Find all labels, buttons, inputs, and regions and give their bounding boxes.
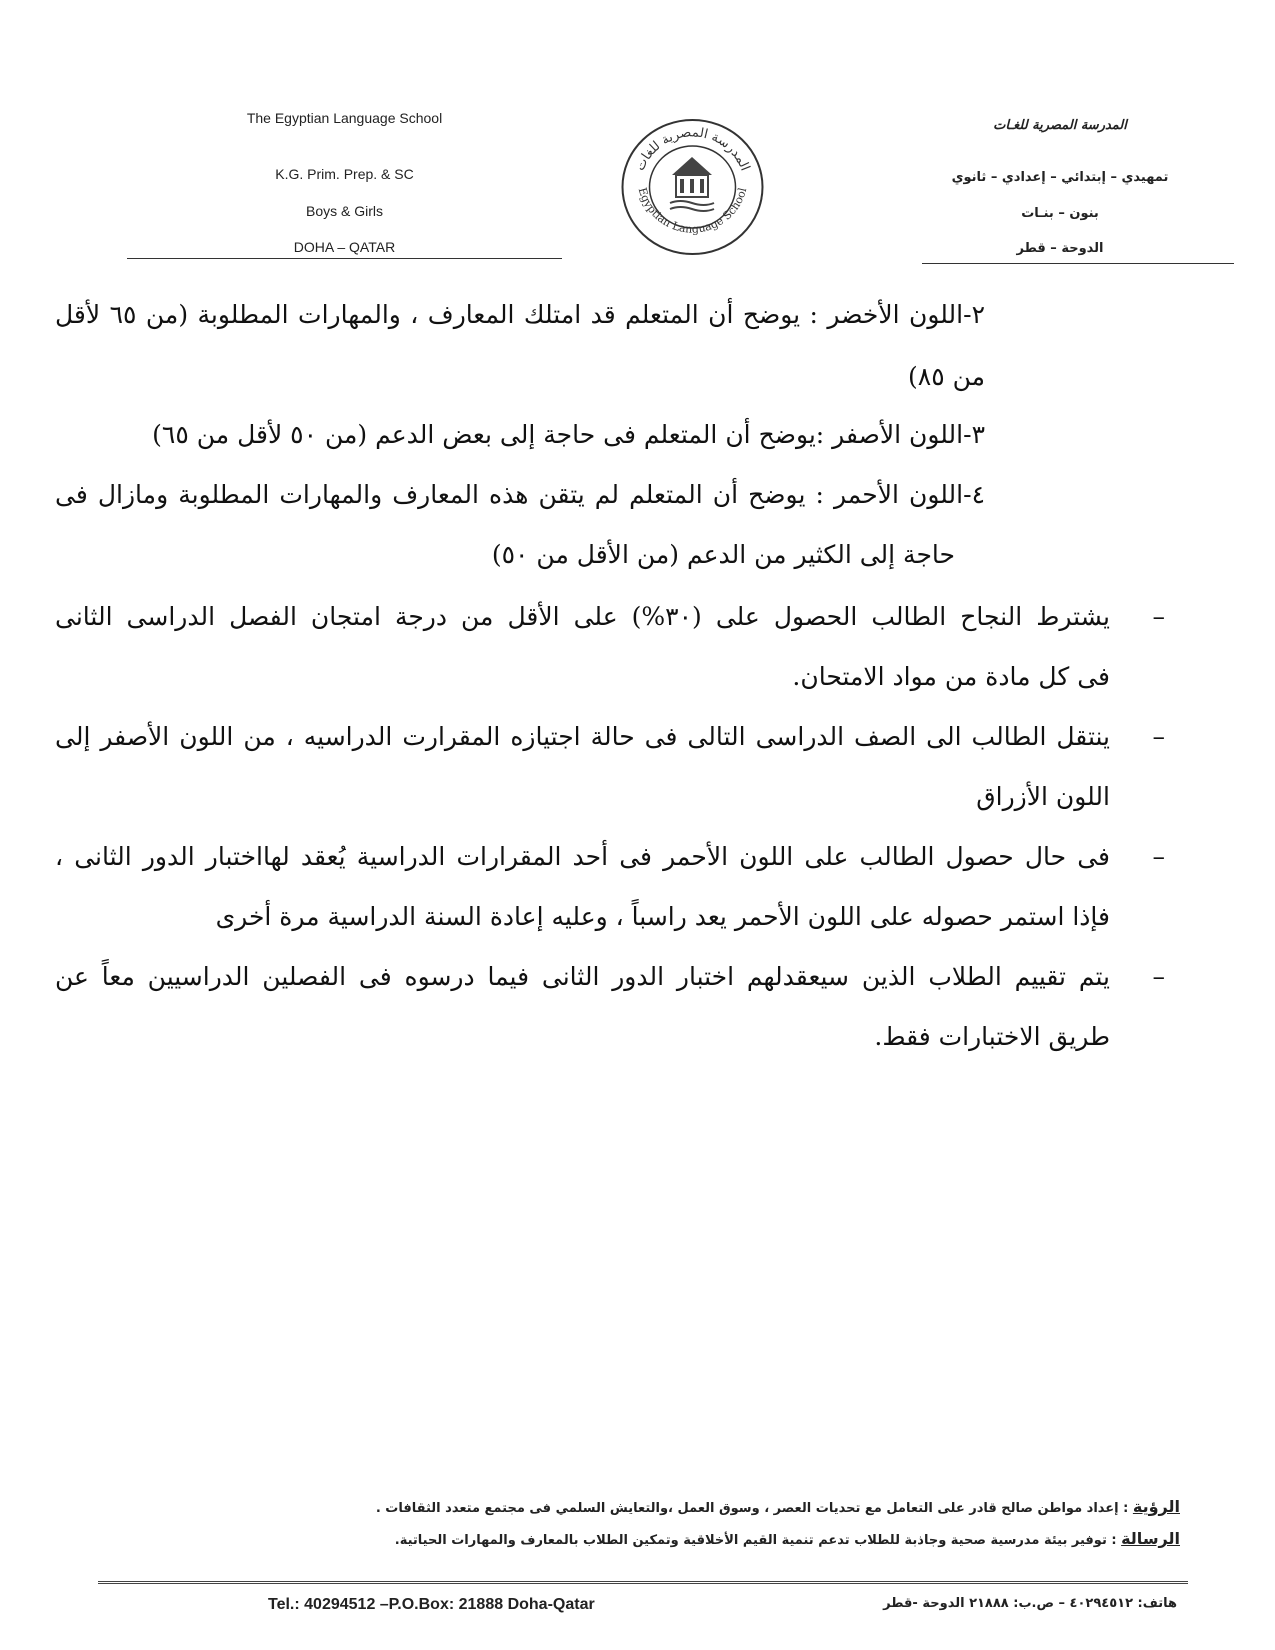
mission-statement: [300, 1529, 1180, 1548]
school-location-arabic: الدوحة – قطر: [1016, 241, 1104, 256]
school-name-arabic: المدرسة المصرية للغـات: [993, 118, 1127, 133]
school-name-english: The Egyptian Language School: [246, 110, 443, 126]
mission-label: الرسالة: [1121, 1529, 1180, 1548]
mission-text: : توفير بيئة مدرسية صحية وجاذبة للطلاب تدعم تنمية القيم الأخلاقية وتمكين الطلاب بالمعارف والمهارات الحياتية.: [394, 1533, 1117, 1548]
footer-divider: [98, 1581, 1188, 1584]
bullet1-line2: فى كل مادة من مواد الامتحان.: [792, 662, 1110, 691]
contact-english: Tel.: 40294512 –P.O.Box: 21888 Doha-Qatar: [268, 1596, 595, 1613]
bullet2-line1: ينتقل الطالب الى الصف الدراسى التالى فى حالة اجتيازه المقرارت الدراسيه ، من اللون الأصفر إلى: [55, 722, 1110, 751]
item2-line1: ٢-اللون الأخضر : يوضح أن المتعلم قد امتلك المعارف ، والمهارات المطلوبة (من ٦٥ لأقل: [55, 300, 985, 329]
vision-label: الرؤية: [1132, 1497, 1180, 1516]
vision-statement: [300, 1497, 1180, 1516]
bullet-marker: –: [1152, 842, 1165, 871]
bullet-marker: –: [1152, 602, 1165, 631]
header-divider-left: [127, 258, 562, 259]
bullet4-line2: طريق الاختبارات فقط.: [874, 1022, 1110, 1051]
item4-line2: حاجة إلى الكثير من الدعم (من الأقل من ٥٠): [491, 540, 955, 569]
school-levels-english: K.G. Prim. Prep. & SC: [275, 166, 414, 182]
vision-text: : إعداد مواطن صالح قادر على التعامل مع تحديات العصر ، وسوق العمل ،والتعايش السلمي فى مجتمع متعدد الثقافات .: [375, 1501, 1129, 1516]
bullet2-line2: اللون الأزراق: [976, 782, 1110, 811]
contact-arabic: هاتف: ٤٠٢٩٤٥١٢ – ص.ب: ٢١٨٨٨ الدوحة -قطر: [883, 1596, 1177, 1611]
school-gender-english: Boys & Girls: [305, 203, 383, 219]
bullet3-line1: فى حال حصول الطالب على اللون الأحمر فى أحد المقرارات الدراسية يُعقد لهااختبار الدور الثانى ،: [55, 842, 1110, 871]
bullet-marker: –: [1152, 962, 1165, 991]
bullet3-line2: فإذا استمر حصوله على اللون الأحمر يعد راسباً ، وعليه إعادة السنة الدراسية مرة أخرى: [215, 902, 1110, 931]
school-seal-logo: [620, 117, 765, 257]
item4-line1: ٤-اللون الأحمر : يوضح أن المتعلم لم يتقن هذه المعارف والمهارات المطلوبة ومازال فى: [55, 480, 985, 509]
seal-arabic-text: المدرسة المصرية للغات: [632, 125, 753, 174]
bullet4-line1: يتم تقييم الطلاب الذين سيعقدلهم اختبار الدور الثانى فيما درسوه فى الفصلين الدراسيين معاً عن: [55, 962, 1110, 991]
item3-line1: ٣-اللون الأصفر :يوضح أن المتعلم فى حاجة إلى بعض الدعم (من ٥٠ لأقل من ٦٥): [152, 420, 985, 449]
school-levels-arabic: تمهيدي – إبتدائي – إعدادي – ثانوي: [951, 170, 1169, 185]
school-location-english: DOHA – QATAR: [293, 239, 396, 255]
item2-line2: من ٨٥): [908, 362, 985, 391]
header-english: [127, 110, 562, 255]
school-gender-arabic: بنون – بنـات: [1021, 206, 1099, 221]
header-divider-right: [922, 263, 1234, 264]
bullet1-line1: يشترط النجاح الطالب الحصول على (٣٠%) على الأقل من درجة امتجان الفصل الدراسى الثانى: [55, 602, 1110, 631]
building-emblem-icon: [670, 157, 714, 211]
seal-english-text: Egyptian Language School: [635, 186, 750, 236]
bullet-marker: –: [1152, 722, 1165, 751]
